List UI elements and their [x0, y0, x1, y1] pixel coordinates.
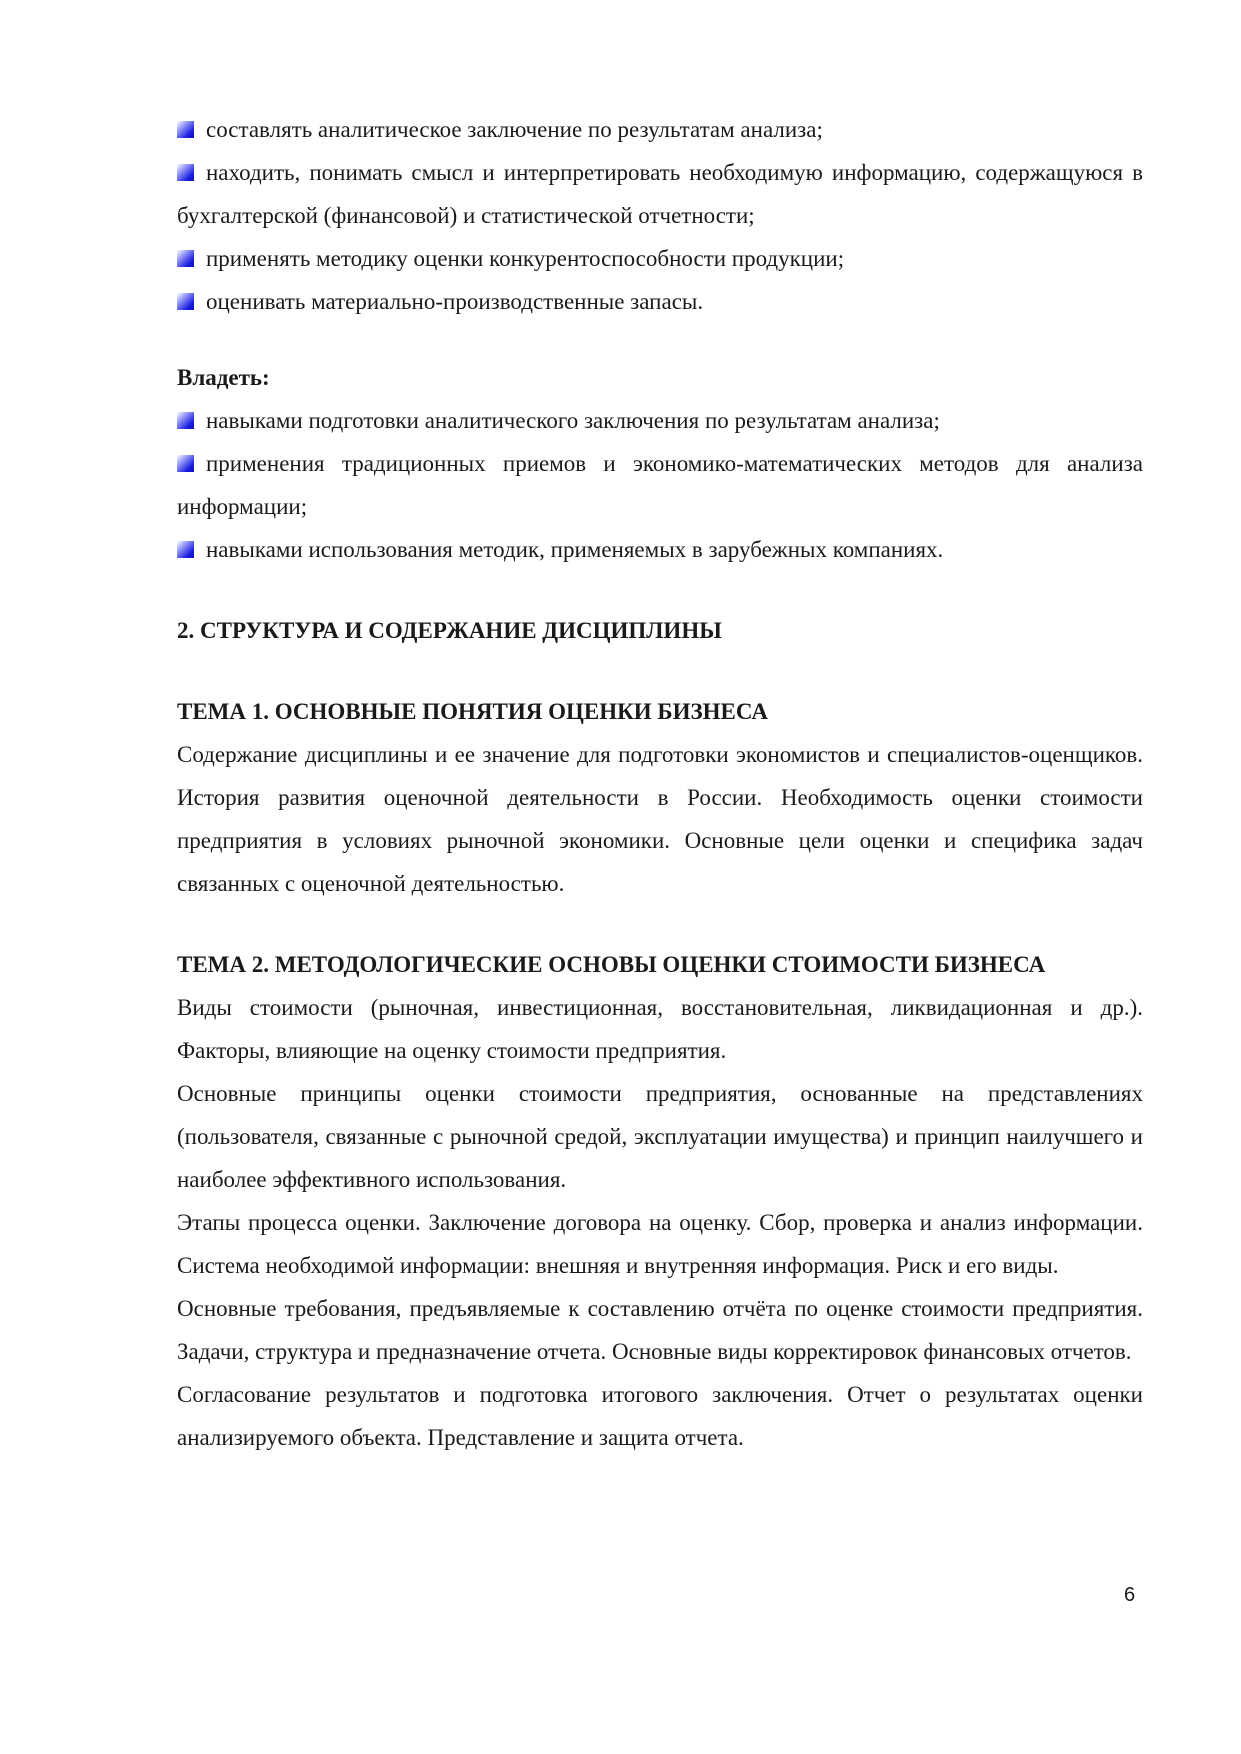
list-item: применения традиционных приемов и экономико-математических методов для анализа информации; [177, 451, 1143, 519]
list-item: находить, понимать смысл и интерпретировать необходимую информацию, содержащуюся в бухгалтерской (финансовой) и статистической отчетности; [177, 160, 1143, 228]
list-item: оценивать материально-производственные запасы. [177, 280, 1143, 323]
list-item: составлять аналитическое заключение по результатам анализа; [177, 108, 1143, 151]
square-bullet-icon [177, 541, 194, 558]
topic2-paragraph: Этапы процесса оценки. Заключение договора на оценку. Сбор, проверка и анализ информации. Система необходимой информации: внешняя и внутренняя информация. Риск и его виды. [177, 1210, 1143, 1278]
square-bullet-icon [177, 455, 194, 472]
topic2-title: ТЕМА 2. МЕТОДОЛОГИЧЕСКИЕ ОСНОВЫ ОЦЕНКИ СТОИМОСТИ БИЗНЕСА [177, 952, 1046, 977]
topic2-paragraph: Согласование результатов и подготовка итогового заключения. Отчет о результатах оценки анализируемого объекта. Представление и защита отчета. [177, 1382, 1143, 1450]
page-number: 6 [1124, 1584, 1136, 1606]
section-title: 2. СТРУКТУРА И СОДЕРЖАНИЕ ДИСЦИПЛИНЫ [177, 618, 722, 643]
list-item: навыками использования методик, применяемых в зарубежных компаниях. [177, 528, 1143, 571]
square-bullet-icon [177, 412, 194, 429]
square-bullet-icon [177, 164, 194, 181]
square-bullet-icon [177, 250, 194, 267]
topic1-paragraph: Содержание дисциплины и ее значение для подготовки экономистов и специалистов-оценщиков. История развития оценочной деятельности в России. Необходимость оценки стоимости предприятия в условиях рыночной экономики. Основные цели оценки и специфика задач связанных с оценочной деятельностью. [177, 742, 1143, 896]
topic2-paragraph: Основные требования, предъявляемые к составлению отчёта по оценке стоимости предприятия. Задачи, структура и предназначение отчета. Основные виды корректировок финансовых отчетов. [177, 1296, 1143, 1364]
document-page [177, 108, 1143, 1459]
topic2-paragraph: Виды стоимости (рыночная, инвестиционная, восстановительная, ликвидационная и др.). Факторы, влияющие на оценку стоимости предприятия. [177, 995, 1143, 1063]
list-item: навыками подготовки аналитического заключения по результатам анализа; [177, 399, 1143, 442]
own-heading: Владеть: [177, 365, 270, 390]
topic1-title: ТЕМА 1. ОСНОВНЫЕ ПОНЯТИЯ ОЦЕНКИ БИЗНЕСА [177, 699, 768, 724]
list-item: применять методику оценки конкурентоспособности продукции; [177, 237, 1143, 280]
square-bullet-icon [177, 121, 194, 138]
square-bullet-icon [177, 293, 194, 310]
topic2-paragraph: Основные принципы оценки стоимости предприятия, основанные на представлениях (пользователя, связанные с рыночной средой, эксплуатации имущества) и принцип наилучшего и наиболее эффективного использования. [177, 1081, 1143, 1192]
